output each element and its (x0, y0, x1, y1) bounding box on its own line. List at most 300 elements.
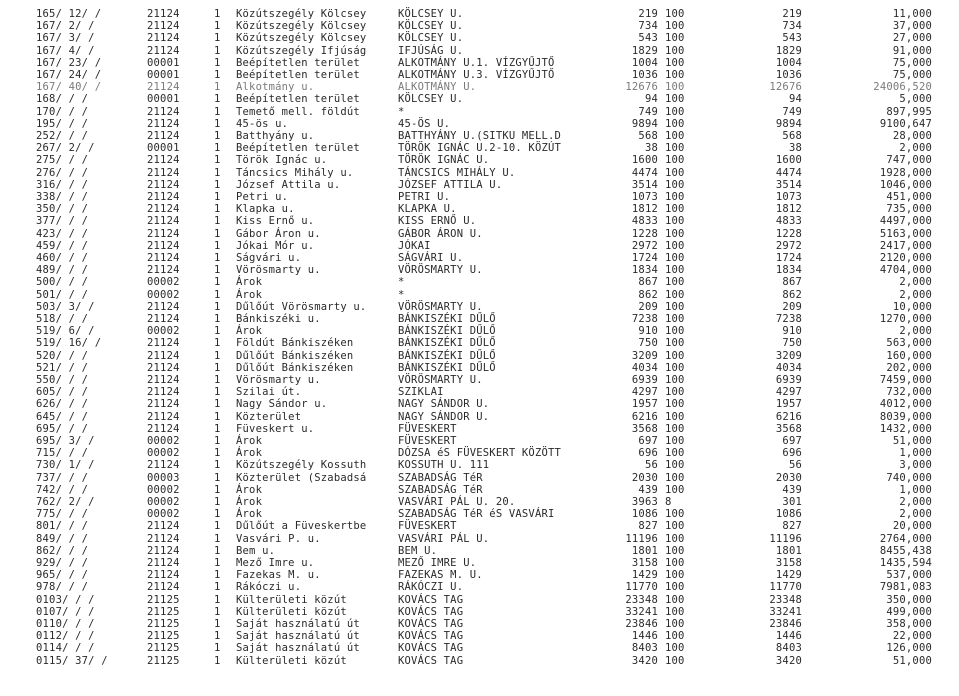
cell-description: Beépítetlen terület (236, 69, 360, 81)
cell-description: Mező Imre u. (236, 557, 315, 569)
cell-count: 1 (214, 422, 221, 435)
cell-share-percent: 100 (665, 386, 685, 399)
cell-share-area: 867 (782, 276, 802, 289)
cell-share-percent: 100 (665, 154, 685, 167)
cell-share-area: 3420 (775, 654, 802, 667)
cell-location: SZABADSÁG TéR (398, 471, 483, 484)
cell-count: 1 (214, 276, 221, 289)
cell-count: 1 (214, 8, 221, 20)
cell-share-area: 697 (782, 435, 802, 447)
cell-location: MEZŐ IMRE U. (398, 557, 477, 569)
cell-parcel-id: 377/ / / (36, 215, 89, 228)
table-row (0, 276, 959, 288)
cell-description: Bem u. (236, 544, 276, 557)
cell-location: KÖLCSEY U. (398, 32, 464, 45)
cell-book-value: 37,000 (892, 20, 932, 33)
cell-parcel-id: 762/ 2/ / (36, 496, 95, 508)
cell-area: 1801 (631, 544, 658, 557)
cell-area: 1004 (631, 56, 658, 69)
cell-category-code: 00001 (147, 69, 180, 81)
cell-share-percent: 100 (665, 581, 685, 594)
cell-book-value: 5163,000 (879, 227, 932, 240)
cell-parcel-id: 0115/ 37/ / (36, 654, 108, 667)
cell-book-value: 747,000 (886, 154, 932, 167)
cell-location: GÁBOR ÁRON U. (398, 227, 483, 240)
cell-location: VÖRÖSMARTY U. (398, 374, 483, 386)
cell-book-value: 22,000 (892, 630, 932, 643)
cell-area: 56 (644, 459, 658, 472)
cell-area: 543 (638, 32, 658, 45)
cell-book-value: 8455,438 (879, 544, 932, 557)
table-row (0, 203, 959, 215)
table-row (0, 167, 959, 179)
table-row (0, 484, 959, 496)
cell-location: SZABADSÁG TéR éS VASVÁRI (398, 508, 555, 521)
cell-area: 3420 (631, 654, 658, 667)
cell-share-area: 94 (788, 93, 802, 106)
table-row (0, 289, 959, 301)
cell-share-percent: 100 (665, 520, 685, 533)
table-row (0, 594, 959, 606)
cell-area: 23348 (625, 593, 658, 606)
cell-location: NAGY SÁNDOR U. (398, 398, 490, 411)
cell-parcel-id: 165/ 12/ / (36, 8, 102, 20)
cell-parcel-id: 742/ / / (36, 483, 89, 496)
cell-description: Közterület (236, 410, 302, 423)
cell-area: 1086 (631, 508, 658, 521)
cell-count: 1 (214, 178, 221, 191)
cell-category-code: 21124 (147, 569, 180, 582)
cell-parcel-id: 849/ / / (36, 532, 89, 545)
cell-count: 1 (214, 544, 221, 557)
cell-share-area: 219 (782, 8, 802, 20)
cell-area: 1600 (631, 154, 658, 167)
cell-area: 827 (638, 520, 658, 533)
table-row (0, 435, 959, 447)
cell-book-value: 20,000 (892, 520, 932, 533)
cell-area: 696 (638, 447, 658, 460)
cell-share-area: 6216 (775, 410, 802, 423)
cell-share-percent: 100 (665, 410, 685, 423)
cell-share-percent: 100 (665, 32, 685, 45)
cell-location: KÖLCSEY U. (398, 93, 464, 106)
table-row (0, 545, 959, 557)
cell-category-code: 00002 (147, 435, 180, 447)
cell-share-percent: 100 (665, 398, 685, 411)
cell-share-area: 11196 (769, 532, 802, 545)
cell-count: 1 (214, 264, 221, 277)
cell-share-area: 1429 (775, 569, 802, 582)
cell-book-value: 3,000 (899, 459, 932, 472)
cell-parcel-id: 550/ / / (36, 374, 89, 386)
table-row (0, 8, 959, 20)
cell-area: 3158 (631, 557, 658, 569)
cell-count: 1 (214, 20, 221, 33)
cell-book-value: 27,000 (892, 32, 932, 45)
table-row (0, 179, 959, 191)
cell-area: 38 (644, 142, 658, 155)
cell-count: 1 (214, 313, 221, 325)
cell-category-code: 21125 (147, 618, 180, 630)
cell-description: Táncsics Mihály u. (236, 166, 354, 179)
cell-location: KLAPKA U. (398, 203, 457, 216)
cell-share-percent: 100 (665, 459, 685, 472)
ledger-page (0, 8, 959, 688)
table-row (0, 154, 959, 166)
cell-book-value: 11,000 (892, 8, 932, 20)
table-row (0, 325, 959, 337)
cell-parcel-id: 737/ / / (36, 471, 89, 484)
cell-count: 1 (214, 569, 221, 582)
cell-count: 1 (214, 618, 221, 630)
cell-area: 209 (638, 300, 658, 313)
table-row (0, 533, 959, 545)
cell-share-area: 1036 (775, 69, 802, 81)
cell-book-value: 2,000 (899, 142, 932, 155)
cell-share-area: 827 (782, 520, 802, 533)
table-row (0, 398, 959, 410)
cell-category-code: 00002 (147, 508, 180, 521)
cell-description: Saját használatú út (236, 630, 360, 643)
cell-area: 3209 (631, 349, 658, 362)
cell-share-area: 4297 (775, 386, 802, 399)
cell-parcel-id: 0114/ / / (36, 642, 95, 655)
cell-parcel-id: 695/ / / (36, 422, 89, 435)
cell-share-percent: 100 (665, 544, 685, 557)
cell-share-area: 4833 (775, 215, 802, 228)
cell-area: 219 (638, 8, 658, 20)
cell-book-value: 7459,000 (879, 374, 932, 386)
cell-count: 1 (214, 654, 221, 667)
cell-area: 1073 (631, 191, 658, 203)
cell-book-value: 2,000 (899, 325, 932, 338)
cell-parcel-id: 0112/ / / (36, 630, 95, 643)
cell-count: 1 (214, 215, 221, 228)
cell-book-value: 1,000 (899, 447, 932, 460)
cell-share-percent: 100 (665, 69, 685, 81)
cell-parcel-id: 0103/ / / (36, 593, 95, 606)
cell-count: 1 (214, 227, 221, 240)
cell-area: 7238 (631, 313, 658, 325)
cell-book-value: 499,000 (886, 605, 932, 618)
cell-book-value: 9100,647 (879, 117, 932, 130)
cell-count: 1 (214, 630, 221, 643)
cell-description: Temető mell. földút (236, 105, 360, 118)
cell-category-code: 21125 (147, 654, 180, 667)
cell-description: Saját használatú út (236, 642, 360, 655)
cell-location: KOVÁCS TAG (398, 605, 464, 618)
cell-location: BÁNKISZÉKI DŰLŐ (398, 349, 496, 362)
cell-description: Dűlőút Vörösmarty u. (236, 300, 367, 313)
cell-share-percent: 100 (665, 239, 685, 252)
cell-description: Beépítetlen terület (236, 142, 360, 155)
cell-share-area: 1446 (775, 630, 802, 643)
cell-share-area: 1600 (775, 154, 802, 167)
cell-share-area: 910 (782, 325, 802, 338)
table-row (0, 447, 959, 459)
cell-book-value: 51,000 (892, 435, 932, 447)
cell-parcel-id: 521/ / / (36, 361, 89, 374)
table-row (0, 93, 959, 105)
cell-count: 1 (214, 557, 221, 569)
table-row (0, 313, 959, 325)
cell-area: 11196 (625, 532, 658, 545)
cell-share-area: 2972 (775, 239, 802, 252)
cell-location: RÁKÓCZI U. (398, 581, 464, 594)
cell-count: 1 (214, 288, 221, 301)
cell-parcel-id: 519/ 6/ / (36, 325, 95, 338)
cell-description: Beépítetlen terület (236, 56, 360, 69)
cell-description: Füveskert u. (236, 422, 315, 435)
cell-share-percent: 100 (665, 93, 685, 106)
cell-location: FÜVESKERT (398, 435, 457, 447)
cell-location: ALKOTMÁNY U. (398, 81, 477, 94)
cell-category-code: 21124 (147, 398, 180, 411)
cell-parcel-id: 715/ / / (36, 447, 89, 460)
cell-count: 1 (214, 459, 221, 472)
cell-area: 1834 (631, 264, 658, 277)
table-row (0, 569, 959, 581)
cell-share-area: 4034 (775, 361, 802, 374)
cell-description: Kiss Ernő u. (236, 215, 315, 228)
cell-book-value: 897,995 (886, 105, 932, 118)
cell-category-code: 21125 (147, 642, 180, 655)
cell-share-area: 750 (782, 337, 802, 350)
table-row (0, 240, 959, 252)
table-row (0, 81, 959, 93)
cell-share-area: 696 (782, 447, 802, 460)
cell-book-value: 7981,083 (879, 581, 932, 594)
cell-share-percent: 100 (665, 203, 685, 216)
cell-book-value: 2120,000 (879, 252, 932, 264)
cell-share-area: 56 (788, 459, 802, 472)
cell-count: 1 (214, 386, 221, 399)
cell-share-percent: 100 (665, 422, 685, 435)
cell-description: Dűlőút Bánkiszéken (236, 361, 354, 374)
cell-description: Ságvári u. (236, 252, 302, 264)
cell-book-value: 2,000 (899, 496, 932, 508)
cell-book-value: 202,000 (886, 361, 932, 374)
cell-count: 1 (214, 361, 221, 374)
cell-location: VASVÁRI PÁL U. 20. (398, 496, 516, 508)
cell-category-code: 21125 (147, 593, 180, 606)
cell-count: 1 (214, 483, 221, 496)
cell-share-area: 3158 (775, 557, 802, 569)
cell-parcel-id: 252/ / / (36, 130, 89, 142)
cell-book-value: 126,000 (886, 642, 932, 655)
cell-category-code: 21124 (147, 520, 180, 533)
cell-count: 1 (214, 349, 221, 362)
cell-description: Árok (236, 288, 263, 301)
cell-area: 4297 (631, 386, 658, 399)
cell-count: 1 (214, 142, 221, 155)
cell-parcel-id: 489/ / / (36, 264, 89, 277)
table-row (0, 423, 959, 435)
cell-book-value: 1046,000 (879, 178, 932, 191)
cell-count: 1 (214, 252, 221, 264)
cell-book-value: 4704,000 (879, 264, 932, 277)
cell-area: 4474 (631, 166, 658, 179)
cell-description: Közútszegély Kölcsey (236, 8, 367, 20)
cell-category-code: 00002 (147, 325, 180, 338)
cell-parcel-id: 978/ / / (36, 581, 89, 594)
cell-description: Dűlőút Bánkiszéken (236, 349, 354, 362)
cell-location: BÁNKISZÉKI DŰLŐ (398, 325, 496, 338)
cell-category-code: 21124 (147, 361, 180, 374)
cell-category-code: 00002 (147, 496, 180, 508)
cell-book-value: 75,000 (892, 56, 932, 69)
cell-area: 23846 (625, 618, 658, 630)
cell-area: 1228 (631, 227, 658, 240)
cell-count: 1 (214, 605, 221, 618)
cell-share-percent: 100 (665, 105, 685, 118)
table-row (0, 191, 959, 203)
cell-area: 12676 (625, 81, 658, 94)
table-row (0, 411, 959, 423)
cell-share-percent: 100 (665, 569, 685, 582)
cell-share-area: 543 (782, 32, 802, 45)
cell-count: 1 (214, 105, 221, 118)
cell-area: 1957 (631, 398, 658, 411)
cell-count: 1 (214, 325, 221, 338)
cell-location: TÖRÖK IGNÁC U.2-10. KÖZÚT (398, 142, 562, 155)
cell-count: 1 (214, 300, 221, 313)
cell-location: KÖLCSEY U. (398, 8, 464, 20)
cell-share-area: 23846 (769, 618, 802, 630)
cell-count: 1 (214, 239, 221, 252)
cell-location: BÁNKISZÉKI DŰLŐ (398, 337, 496, 350)
cell-category-code: 21125 (147, 630, 180, 643)
cell-area: 3963 (631, 496, 658, 508)
cell-share-percent: 100 (665, 166, 685, 179)
cell-count: 1 (214, 56, 221, 69)
cell-category-code: 21124 (147, 44, 180, 57)
cell-share-area: 1228 (775, 227, 802, 240)
cell-category-code: 21125 (147, 605, 180, 618)
cell-book-value: 75,000 (892, 69, 932, 81)
cell-count: 1 (214, 398, 221, 411)
cell-book-value: 91,000 (892, 44, 932, 57)
table-row (0, 508, 959, 520)
cell-share-area: 3514 (775, 178, 802, 191)
table-row (0, 362, 959, 374)
cell-share-area: 1829 (775, 44, 802, 57)
cell-share-percent: 100 (665, 630, 685, 643)
cell-location: SÁGVÁRI U. (398, 252, 464, 264)
cell-count: 1 (214, 117, 221, 130)
table-row (0, 337, 959, 349)
cell-area: 2972 (631, 239, 658, 252)
cell-category-code: 21124 (147, 544, 180, 557)
cell-share-percent: 100 (665, 605, 685, 618)
cell-count: 1 (214, 154, 221, 167)
cell-parcel-id: 167/ 40/ / (36, 81, 102, 94)
cell-area: 33241 (625, 605, 658, 618)
cell-book-value: 2,000 (899, 288, 932, 301)
cell-location: DÓZSA éS FÜVESKERT KÖZÖTT (398, 447, 562, 460)
cell-location: IFJÚSÁG U. (398, 44, 464, 57)
cell-description: Árok (236, 508, 263, 521)
cell-location: FAZEKAS M. U. (398, 569, 483, 582)
cell-share-percent: 100 (665, 618, 685, 630)
cell-location: KOVÁCS TAG (398, 642, 464, 655)
cell-share-percent: 100 (665, 288, 685, 301)
cell-location: BEM U. (398, 544, 438, 557)
cell-book-value: 1928,000 (879, 166, 932, 179)
cell-count: 1 (214, 593, 221, 606)
cell-location: TÁNCSICS MIHÁLY U. (398, 166, 516, 179)
cell-parcel-id: 338/ / / (36, 191, 89, 203)
cell-count: 1 (214, 69, 221, 81)
cell-location: SZABADSÁG TéR (398, 483, 483, 496)
cell-area: 1829 (631, 44, 658, 57)
cell-book-value: 10,000 (892, 300, 932, 313)
cell-count: 1 (214, 581, 221, 594)
cell-category-code: 21124 (147, 386, 180, 399)
cell-location: SZIKLAI (398, 386, 444, 399)
cell-share-area: 2030 (775, 471, 802, 484)
cell-description: Közterület (Szabadsá (236, 471, 367, 484)
cell-share-area: 4474 (775, 166, 802, 179)
cell-category-code: 21124 (147, 300, 180, 313)
cell-area: 2030 (631, 471, 658, 484)
cell-share-percent: 100 (665, 276, 685, 289)
cell-share-percent: 100 (665, 300, 685, 313)
cell-parcel-id: 519/ 16/ / (36, 337, 102, 350)
cell-category-code: 00002 (147, 447, 180, 460)
cell-parcel-id: 626/ / / (36, 398, 89, 411)
cell-category-code: 00002 (147, 483, 180, 496)
cell-share-percent: 100 (665, 435, 685, 447)
cell-category-code: 21124 (147, 581, 180, 594)
cell-area: 1446 (631, 630, 658, 643)
cell-count: 1 (214, 642, 221, 655)
cell-book-value: 8039,000 (879, 410, 932, 423)
cell-description: Gábor Áron u. (236, 227, 321, 240)
table-row (0, 20, 959, 32)
cell-parcel-id: 460/ / / (36, 252, 89, 264)
cell-category-code: 21124 (147, 349, 180, 362)
cell-category-code: 00001 (147, 142, 180, 155)
cell-parcel-id: 730/ 1/ / (36, 459, 95, 472)
cell-area: 9894 (631, 117, 658, 130)
cell-share-percent: 100 (665, 325, 685, 338)
cell-parcel-id: 170/ / / (36, 105, 89, 118)
cell-share-percent: 100 (665, 142, 685, 155)
cell-area: 3568 (631, 422, 658, 435)
table-row (0, 106, 959, 118)
cell-description: József Attila u. (236, 178, 341, 191)
cell-share-area: 1834 (775, 264, 802, 277)
cell-location: KOVÁCS TAG (398, 654, 464, 667)
cell-location: * (398, 288, 405, 301)
cell-area: 3514 (631, 178, 658, 191)
cell-book-value: 28,000 (892, 130, 932, 142)
cell-share-area: 33241 (769, 605, 802, 618)
cell-parcel-id: 645/ / / (36, 410, 89, 423)
cell-description: Szilai út. (236, 386, 302, 399)
cell-location: BATTHYÁNY U.(SITKU MELL.D (398, 130, 562, 142)
cell-description: Árok (236, 435, 263, 447)
cell-category-code: 00001 (147, 93, 180, 106)
cell-location: BÁNKISZÉKI DŰLŐ (398, 313, 496, 325)
cell-location: JÓKAI (398, 239, 431, 252)
cell-description: Közútszegély Ifjúság (236, 44, 367, 57)
cell-category-code: 21124 (147, 422, 180, 435)
table-row (0, 520, 959, 532)
cell-category-code: 21124 (147, 105, 180, 118)
cell-parcel-id: 350/ / / (36, 203, 89, 216)
